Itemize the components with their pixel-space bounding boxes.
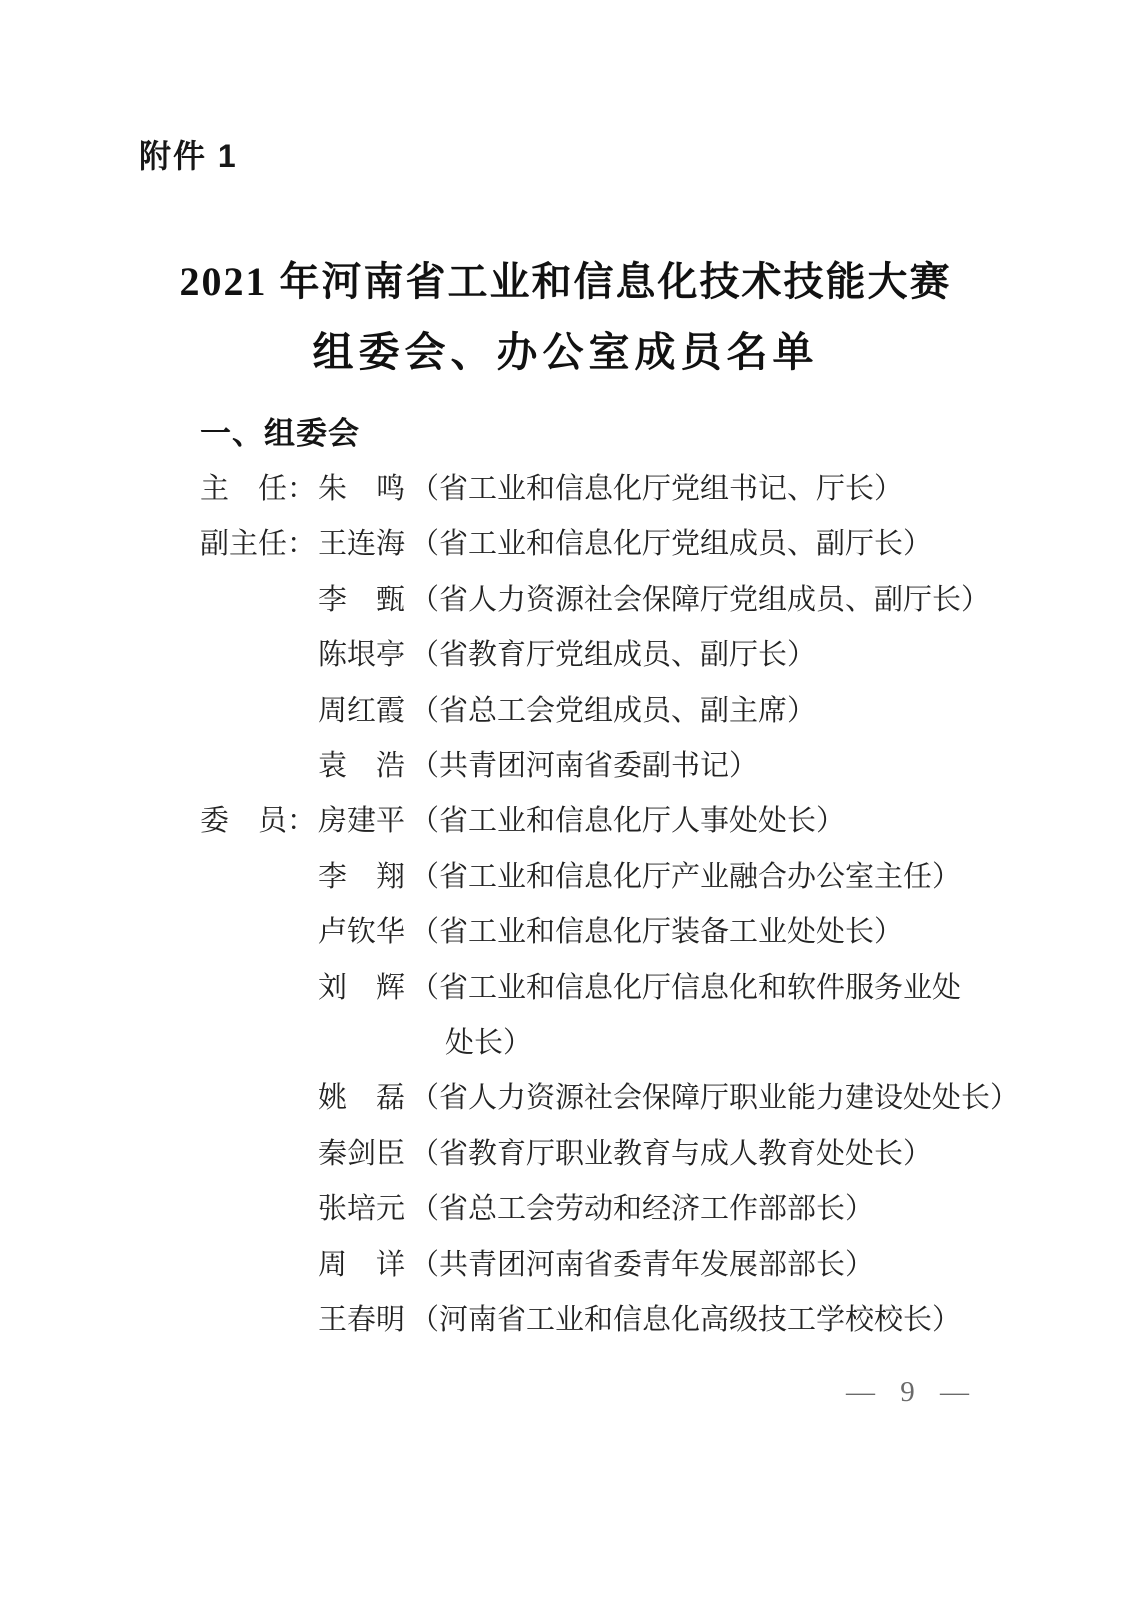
member-name: 房建平 (318, 805, 406, 838)
document-title-line2: 组委会、办公室成员名单 (312, 329, 819, 375)
member-list (200, 462, 1020, 1349)
member-name: 周红霞 (318, 694, 406, 727)
document-body (200, 408, 1020, 1349)
member-name: 陈垠亭 (318, 639, 406, 672)
member-row (200, 1182, 990, 1237)
member-name: 袁 浩 (318, 750, 406, 783)
member-row (200, 517, 990, 572)
member-description: （省工业和信息化厅党组书记、厅长） (410, 473, 904, 505)
member-row (200, 961, 990, 1016)
member-role-label: 副主任： (200, 528, 317, 561)
member-name: 秦剑臣 (318, 1137, 406, 1170)
member-description: （省教育厅职业教育与成人教育处处长） (410, 1137, 933, 1170)
member-description: （省总工会劳动和经济工作部部长） (410, 1193, 875, 1226)
attachment-label: 附件 1 (139, 138, 238, 174)
member-row (200, 462, 990, 517)
member-row (200, 573, 990, 628)
member-description: （省工业和信息化厅信息化和软件服务业处 (410, 971, 962, 1004)
member-row (200, 684, 990, 739)
member-description-continuation: 处长） (445, 1027, 533, 1060)
member-description: （河南省工业和信息化高级技工学校校长） (410, 1304, 962, 1337)
member-name: 姚 磊 (318, 1082, 406, 1115)
member-description: （省人力资源社会保障厅党组成员、副厅长） (410, 583, 991, 616)
member-description: （共青团河南省委副书记） (410, 750, 759, 783)
member-row (200, 850, 990, 905)
member-name: 卢钦华 (318, 916, 406, 949)
document-title (0, 246, 1131, 388)
member-description: （省工业和信息化厅人事处处长） (410, 805, 846, 838)
page-number: — 9 — (846, 1376, 970, 1408)
member-name: 李 翔 (318, 860, 406, 893)
member-row (200, 905, 990, 960)
member-row (200, 628, 990, 683)
document-title-line1: 2021 年河南省工业和信息化技术技能大赛 (179, 259, 952, 304)
member-description: （省教育厅党组成员、副厅长） (410, 639, 817, 672)
member-row (200, 1238, 990, 1293)
member-role-label: 委 员： (200, 805, 317, 838)
member-description: （省工业和信息化厅装备工业处处长） (410, 916, 904, 949)
member-name: 刘 辉 (318, 971, 406, 1004)
member-row (200, 1071, 1020, 1126)
member-name: 李 甄 (318, 583, 406, 616)
member-description: （省总工会党组成员、副主席） (410, 694, 817, 727)
member-row (200, 794, 990, 849)
member-row (200, 739, 990, 794)
member-name: 朱 鸣 (318, 473, 406, 505)
member-row (200, 1127, 990, 1182)
member-name: 周 详 (318, 1248, 406, 1281)
member-role-label: 主 任： (200, 473, 317, 505)
section-heading: 一、组委会 (200, 416, 360, 451)
member-description: （省工业和信息化厅党组成员、副厅长） (410, 528, 933, 561)
member-name: 王连海 (318, 528, 406, 561)
member-name: 王春明 (318, 1304, 406, 1337)
member-description: （省人力资源社会保障厅职业能力建设处处长） (410, 1082, 1020, 1115)
member-row (200, 1293, 990, 1348)
member-description: （省工业和信息化厅产业融合办公室主任） (410, 860, 962, 893)
member-name: 张培元 (318, 1193, 406, 1226)
member-description: （共青团河南省委青年发展部部长） (410, 1248, 875, 1281)
